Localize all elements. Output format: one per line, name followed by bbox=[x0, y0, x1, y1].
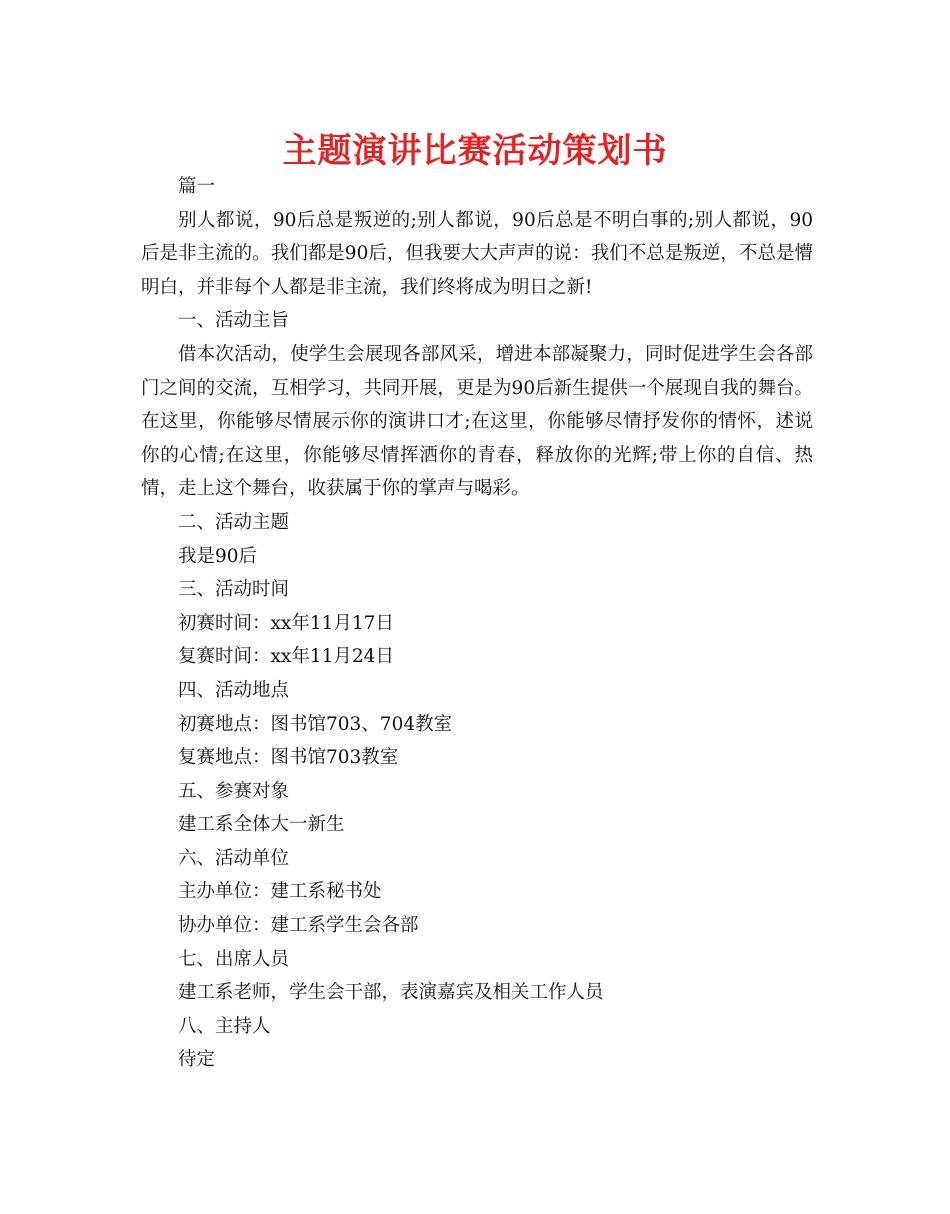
section-heading-purpose: 一、活动主旨 bbox=[178, 310, 290, 332]
theme-text: 我是90后 bbox=[178, 545, 258, 567]
section-heading-time: 三、活动时间 bbox=[178, 579, 290, 601]
section-heading-organizers: 六、活动单位 bbox=[178, 847, 290, 869]
host-organizer: 主办单位：建工系秘书处 bbox=[178, 881, 382, 903]
document-body bbox=[141, 170, 813, 1077]
participants-text: 建工系全体大一新生 bbox=[178, 814, 345, 836]
attendees-text: 建工系老师，学生会干部，表演嘉宾及相关工作人员 bbox=[178, 982, 604, 1004]
prelim-time: 初赛时间：xx年11月17日 bbox=[178, 612, 394, 634]
section-heading-attendees: 七、出席人员 bbox=[178, 948, 290, 970]
section-heading-theme: 二、活动主题 bbox=[178, 511, 290, 533]
final-venue: 复赛地点：图书馆703教室 bbox=[178, 747, 399, 769]
final-time: 复赛时间：xx年11月24日 bbox=[178, 646, 394, 668]
intro-paragraph: 别人都说，90后总是叛逆的;别人都说，90后总是不明白事的;别人都说，90后是非主流的。我们都是90后，但我要大大声声的说：我们不总是叛逆，不总是懵明白，并非每个人都是非主流，我们终将成为明日之新! bbox=[141, 209, 813, 298]
section-heading-venue: 四、活动地点 bbox=[178, 679, 290, 701]
prelim-venue: 初赛地点：图书馆703、704教室 bbox=[178, 713, 453, 735]
section-heading-participants: 五、参赛对象 bbox=[178, 780, 290, 802]
co-organizer: 协办单位：建工系学生会各部 bbox=[178, 915, 419, 937]
part-label: 篇一 bbox=[178, 176, 216, 197]
section-heading-host: 八、主持人 bbox=[178, 1015, 271, 1037]
purpose-paragraph: 借本次活动，使学生会展现各部风采，增进本部凝聚力，同时促进学生会各部门之间的交流，互相学习，共同开展，更是为90后新生提供一个展现自我的舞台。在这里，你能够尽情展示你的演讲口才;在这里，你能够尽情抒发你的情怀，述说你的心情;在这里，你能够尽情挥洒你的青春，释放你的光辉;带上你的自信、热情，走上这个舞台，收获属于你的掌声与喝彩。 bbox=[141, 343, 813, 500]
host-text: 待定 bbox=[178, 1049, 216, 1071]
document-title: 主题演讲比赛活动策划书 bbox=[282, 131, 668, 171]
